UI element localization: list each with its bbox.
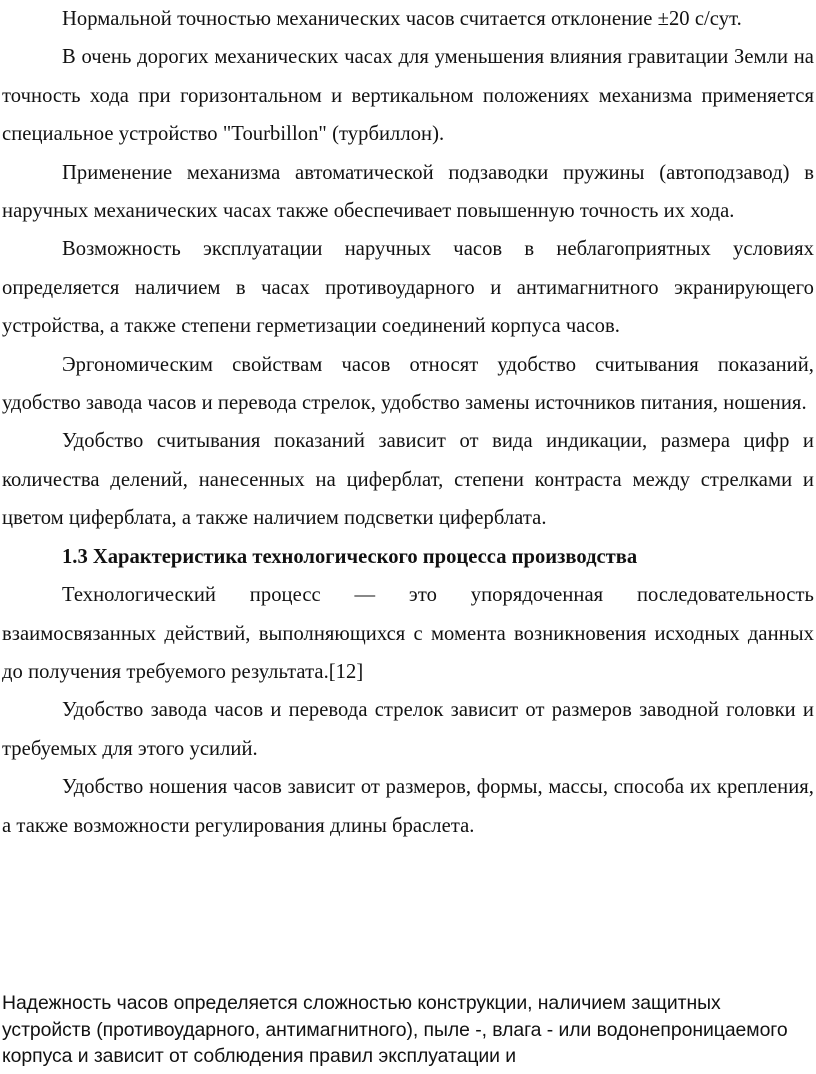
paragraph-readability: Удобство считывания показаний зависит от вида индикации, размера цифр и количества делений, нанесенных на циферблат, степени контраста между стрелками и цветом циферблата, а также наличием подсветки циферблата. (2, 430, 814, 530)
section-heading: 1.3 Характеристика технологического процесса производства (62, 545, 638, 568)
paragraph-ergonomics: Эргономическим свойствам часов относят удобство считывания показаний, удобство завода часов и перевода стрелок, удобство замены источников питания, ношения. (2, 353, 814, 415)
paragraph-accuracy: Нормальной точностью механических часов считается отклонение ±20 с/сут. (62, 8, 742, 30)
paragraph-wearing: Удобство ношения часов зависит от размеров, формы, массы, способа их крепления, а также возможности регулирования длины браслета. (2, 776, 814, 837)
paragraph-reliability: Надежность часов определяется сложностью конструкции, наличием защитных устройств (противоударного, антимагнитного), пыле -, влага - или водонепроницаемого корпуса и зависит от соблюдения правил эксплуатации и (2, 992, 788, 1067)
paragraph-technological-process: Технологический процесс — это упорядоченная последовательность взаимосвязанных действий, выполняющихся с момента возникновения исходных данных до получения требуемого результата.[12] (2, 584, 814, 683)
paragraph-operating-conditions: Возможность эксплуатации наручных часов в неблагоприятных условиях определяется наличием в часах противоударного и антимагнитного экранирующего устройства, а также степени герметизации соединений корпуса часов. (2, 238, 814, 338)
paragraph-tourbillon: В очень дорогих механических часах для уменьшения влияния гравитации Земли на точность хода при горизонтальном и вертикальном положениях механизма применяется специальное устройство "Tourbillon" (турбиллон). (2, 46, 814, 146)
paragraph-winding: Удобство завода часов и перевода стрелок зависит от размеров заводной головки и требуемых для этого усилий. (2, 699, 814, 760)
paragraph-autowinding: Применение механизма автоматической подзаводки пружины (автоподзавод) в наручных механических часах также обеспечивает повышенную точность их хода. (2, 161, 814, 223)
footer-text-block (0, 990, 816, 1070)
